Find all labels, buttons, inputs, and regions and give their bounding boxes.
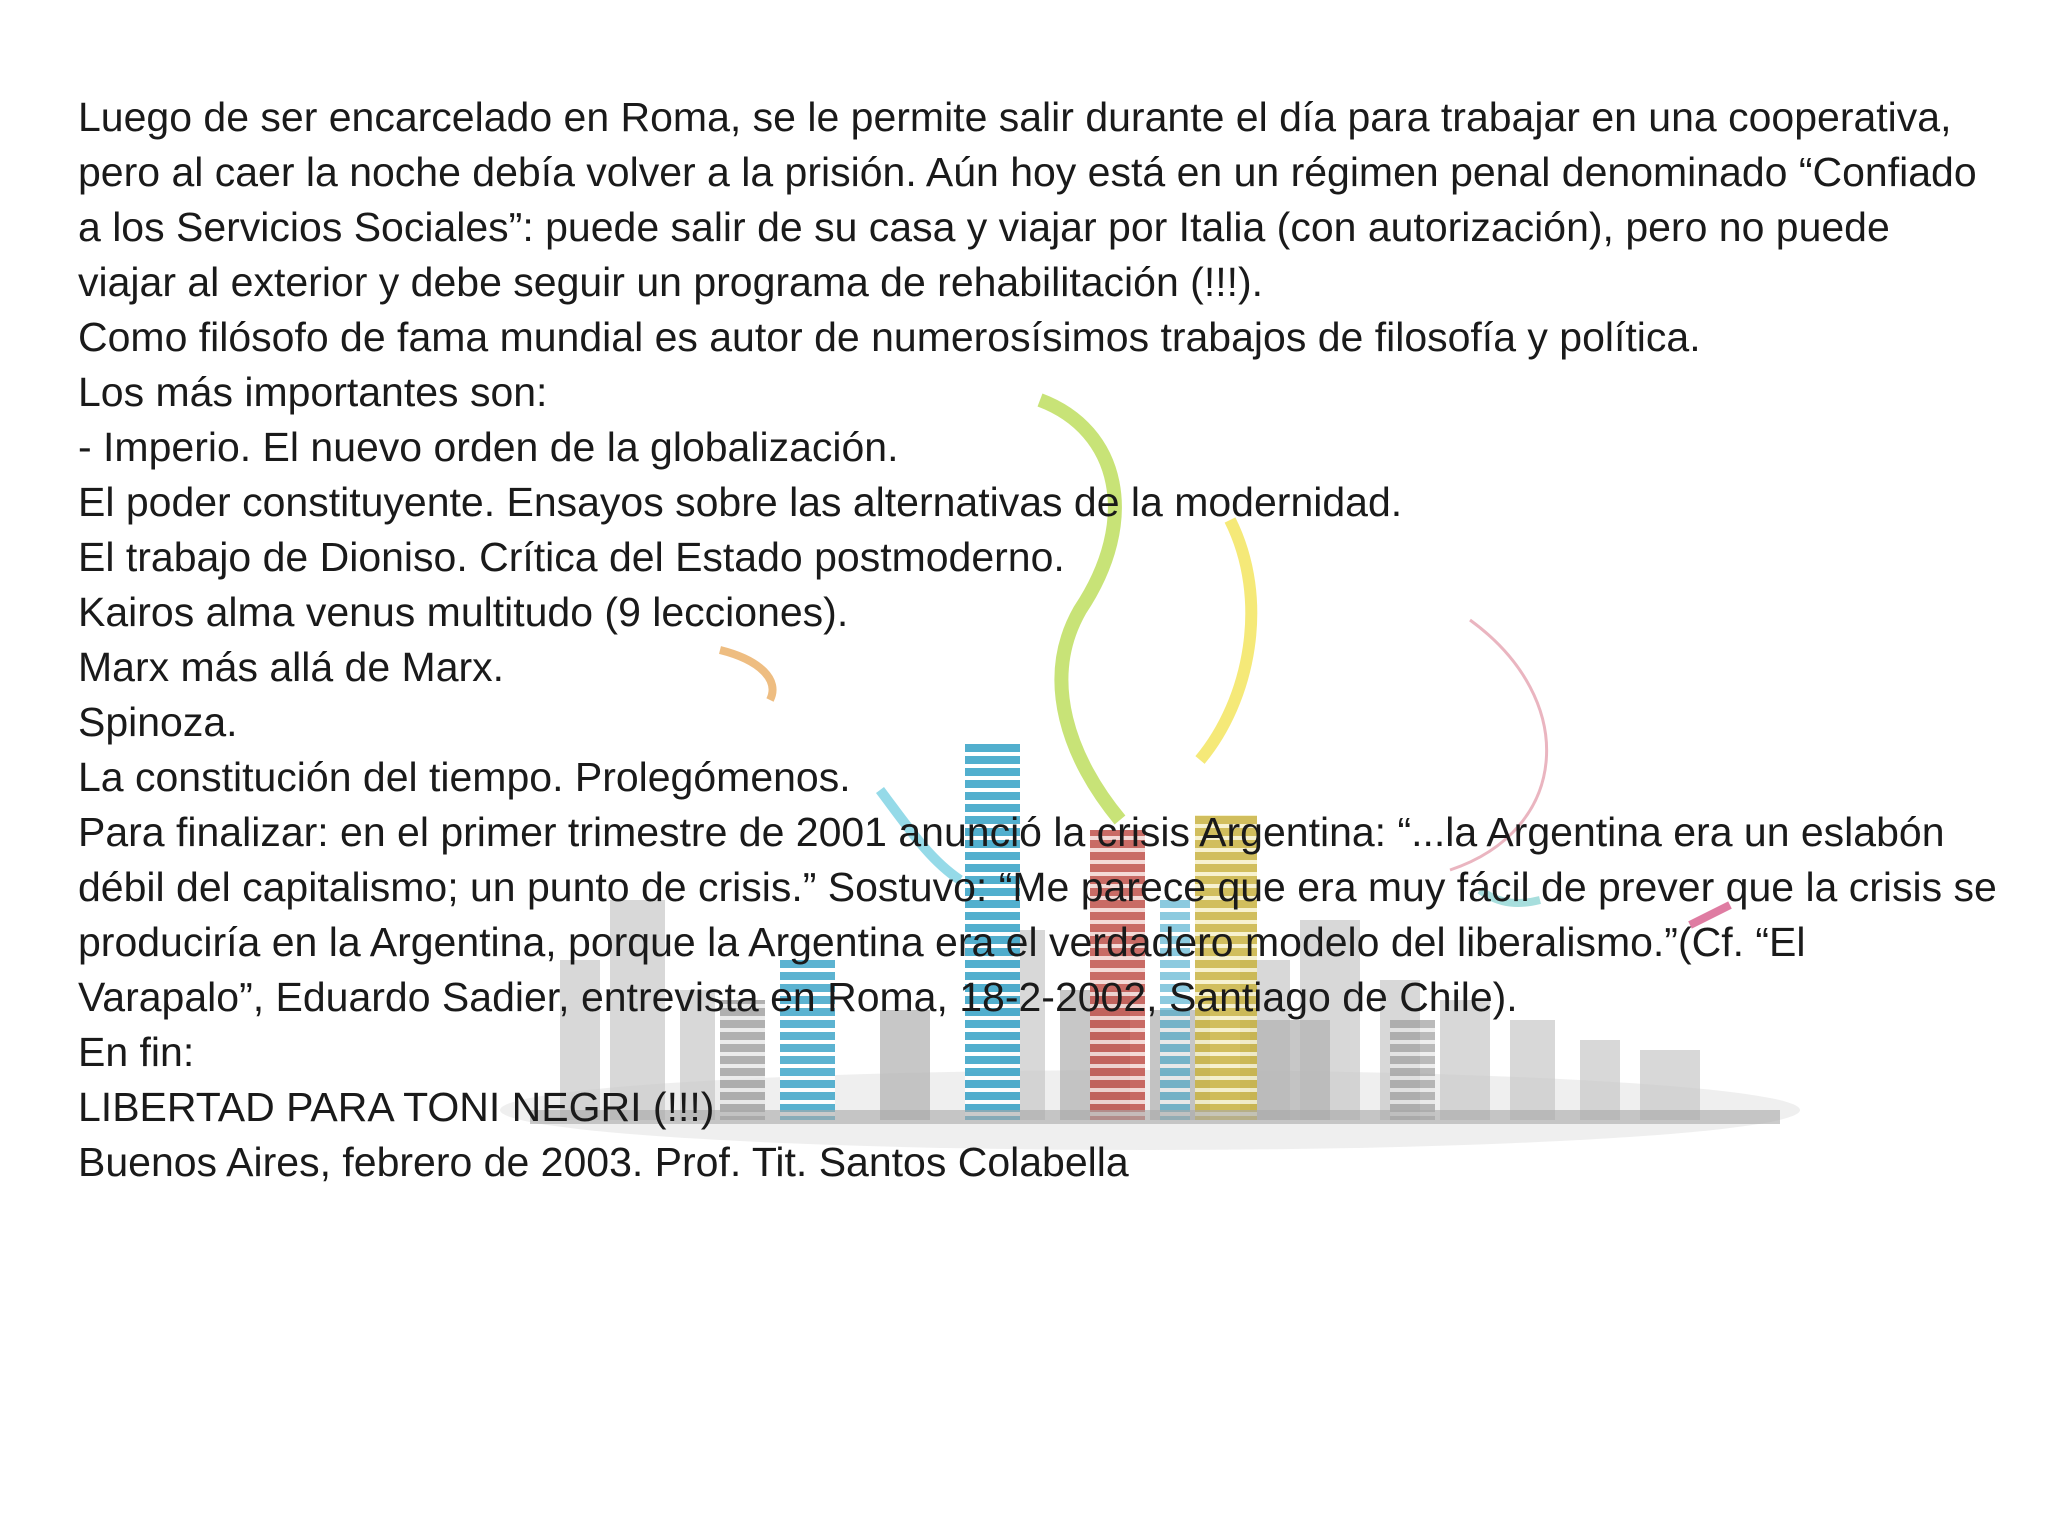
works-list-intro: Los más importantes son: bbox=[78, 369, 548, 415]
work-item: - Imperio. El nuevo orden de la globalización. bbox=[78, 424, 899, 470]
work-item: El poder constituyente. Ensayos sobre las alternativas de la modernidad. bbox=[78, 479, 1403, 525]
work-item: La constitución del tiempo. Prolegómenos. bbox=[78, 754, 851, 800]
author-paragraph: Como filósofo de fama mundial es autor de numerosísimos trabajos de filosofía y política. bbox=[78, 314, 1701, 360]
work-item: Spinoza. bbox=[78, 699, 238, 745]
crisis-paragraph: Para finalizar: en el primer trimestre de 2001 anunció la crisis Argentina: “...la Argentina era un eslabón débil del capitalismo; un punto de crisis.” Sostuvo: “Me parece que era muy fácil de prever que la crisis se produciría en la Argentina, porque la Argentina era el verdadero modelo del liberalismo.”(Cf. “El Varapalo”, Eduardo Sadier, entrevista en Roma, 18-2-2002, Santiago de Chile). bbox=[78, 809, 1997, 1020]
work-item: El trabajo de Dioniso. Crítica del Estado postmoderno. bbox=[78, 534, 1065, 580]
work-item: Kairos alma venus multitudo (9 lecciones). bbox=[78, 589, 849, 635]
work-item: Marx más allá de Marx. bbox=[78, 644, 505, 690]
intro-paragraph: Luego de ser encarcelado en Roma, se le permite salir durante el día para trabajar en una cooperativa, pero al caer la noche debía volver a la prisión. Aún hoy está en un régimen penal denominado “Confiado a los Servicios Sociales”: puede salir de su casa y viajar por Italia (con autorización), pero no puede viajar al exterior y debe seguir un programa de rehabilitación (!!!). bbox=[78, 94, 1977, 305]
signature-line: Buenos Aires, febrero de 2003. Prof. Tit. Santos Colabella bbox=[78, 1139, 1129, 1185]
slide-text bbox=[78, 90, 1998, 1190]
closing-slogan: LIBERTAD PARA TONI NEGRI (!!!) bbox=[78, 1084, 715, 1130]
closing-intro: En fin: bbox=[78, 1029, 195, 1075]
